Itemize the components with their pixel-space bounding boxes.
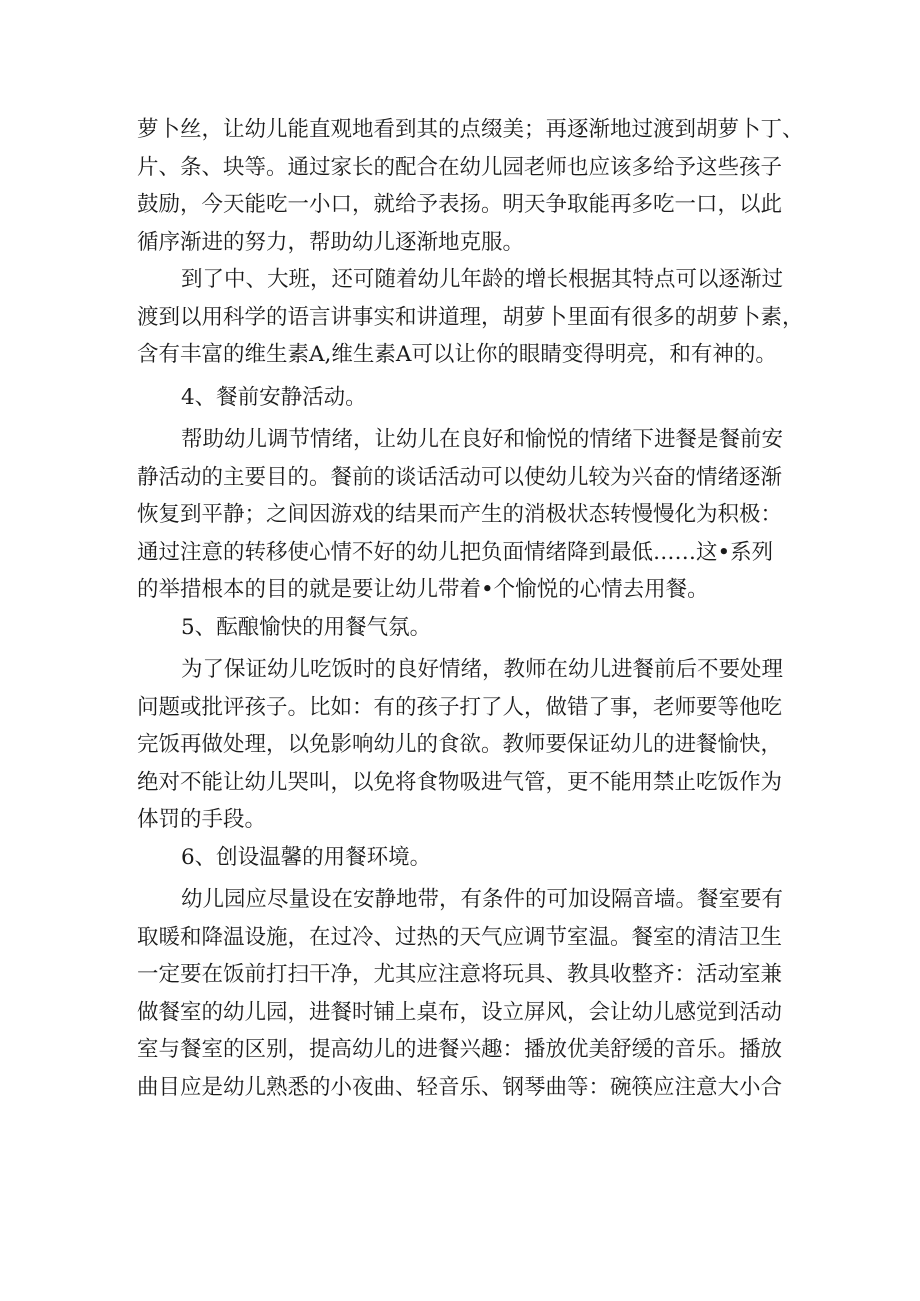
text-line: 循序渐进的努力，帮助幼儿逐渐地克服。 <box>137 229 525 255</box>
text-line: 渡到以用科学的语言讲事实和讲道理，胡萝卜里面有很多的胡萝卜素， <box>137 304 804 330</box>
section-heading-4 <box>137 379 797 417</box>
paragraph-2 <box>137 261 804 374</box>
text-line: 片、条、块等。通过家长的配合在幼儿园老师也应该多给予这些孩子 <box>137 154 783 180</box>
text-line: 到了中、大班，还可随着幼儿年龄的增长根据其特点可以逐渐过 <box>181 267 784 292</box>
text-line: 绝对不能让幼儿哭叫，以免将食物吸进气管，更不能用禁止吃饭作为 <box>137 769 783 795</box>
heading-text: 5、酝酿愉快的用餐气氛。 <box>181 614 432 640</box>
text-line: 通过注意的转移使心情不好的幼儿把负面情绪降到最低……这•系列 <box>137 539 774 565</box>
text-line: 静活动的主要目的。餐前的谈话活动可以使幼儿较为兴奋的情绪逐渐 <box>137 464 783 490</box>
text-line: 曲目应是幼儿熟悉的小夜曲、轻音乐、钢琴曲等：碗筷应注意大小合 <box>137 1074 783 1100</box>
paragraph-1 <box>137 111 804 261</box>
text-line: 体罚的手段。 <box>137 807 267 832</box>
heading-text: 6、创设温馨的用餐环境。 <box>181 844 432 870</box>
text-line: 一定要在饭前打扫干净，尤其应注意将玩具、教具收整齐：活动室兼 <box>137 962 783 987</box>
text-line: 完饭再做处理，以免影响幼儿的食欲。教师要保证幼儿的进餐愉快， <box>137 732 783 757</box>
text-line: 的举措根本的目的就是要让幼儿带着•个愉悦的心情去用餐。 <box>137 577 709 602</box>
paragraph-4 <box>137 651 797 839</box>
text-line: 幼儿园应尽量设在安静地带，有条件的可加设隔音墙。餐室要有 <box>181 887 784 912</box>
text-line: 为了保证幼儿吃饭时的良好情绪，教师在幼儿进餐前后不要处理 <box>181 657 784 682</box>
document-body <box>137 111 804 1106</box>
text-line: 萝卜丝，让幼儿能直观地看到其的点缀美；再逐渐地过渡到胡萝卜丁、 <box>137 117 804 142</box>
section-heading-6 <box>137 839 797 877</box>
paragraph-3 <box>137 421 797 609</box>
section-heading-5 <box>137 609 797 647</box>
text-line: 恢复到平静；之间因游戏的结果而产生的消极状态转慢慢化为积极： <box>137 502 783 527</box>
text-line: 问题或批评孩子。比如：有的孩子打了人，做错了事，老师要等他吃 <box>137 694 783 720</box>
text-line: 室与餐室的区别，提高幼儿的进餐兴趣：播放优美舒缓的音乐。播放 <box>137 1037 783 1062</box>
text-line: 鼓励，今天能吃一小口，就给予表扬。明天争取能再多吃一口，以此 <box>137 192 783 217</box>
paragraph-5 <box>137 881 797 1106</box>
text-line: 帮助幼儿调节情绪，让幼儿在良好和愉悦的情绪下进餐是餐前安 <box>181 427 784 452</box>
text-line: 取暖和降温设施，在过冷、过热的天气应调节室温。餐室的清洁卫生 <box>137 924 783 950</box>
text-line: 含有丰富的维生素A,维生素A可以让你的眼睛变得明亮，和有神的。 <box>137 342 777 367</box>
heading-text: 4、餐前安静活动。 <box>181 384 367 410</box>
text-line: 做餐室的幼儿园，进餐时铺上桌布，设立屏风，会让幼儿感觉到活动 <box>137 999 783 1025</box>
